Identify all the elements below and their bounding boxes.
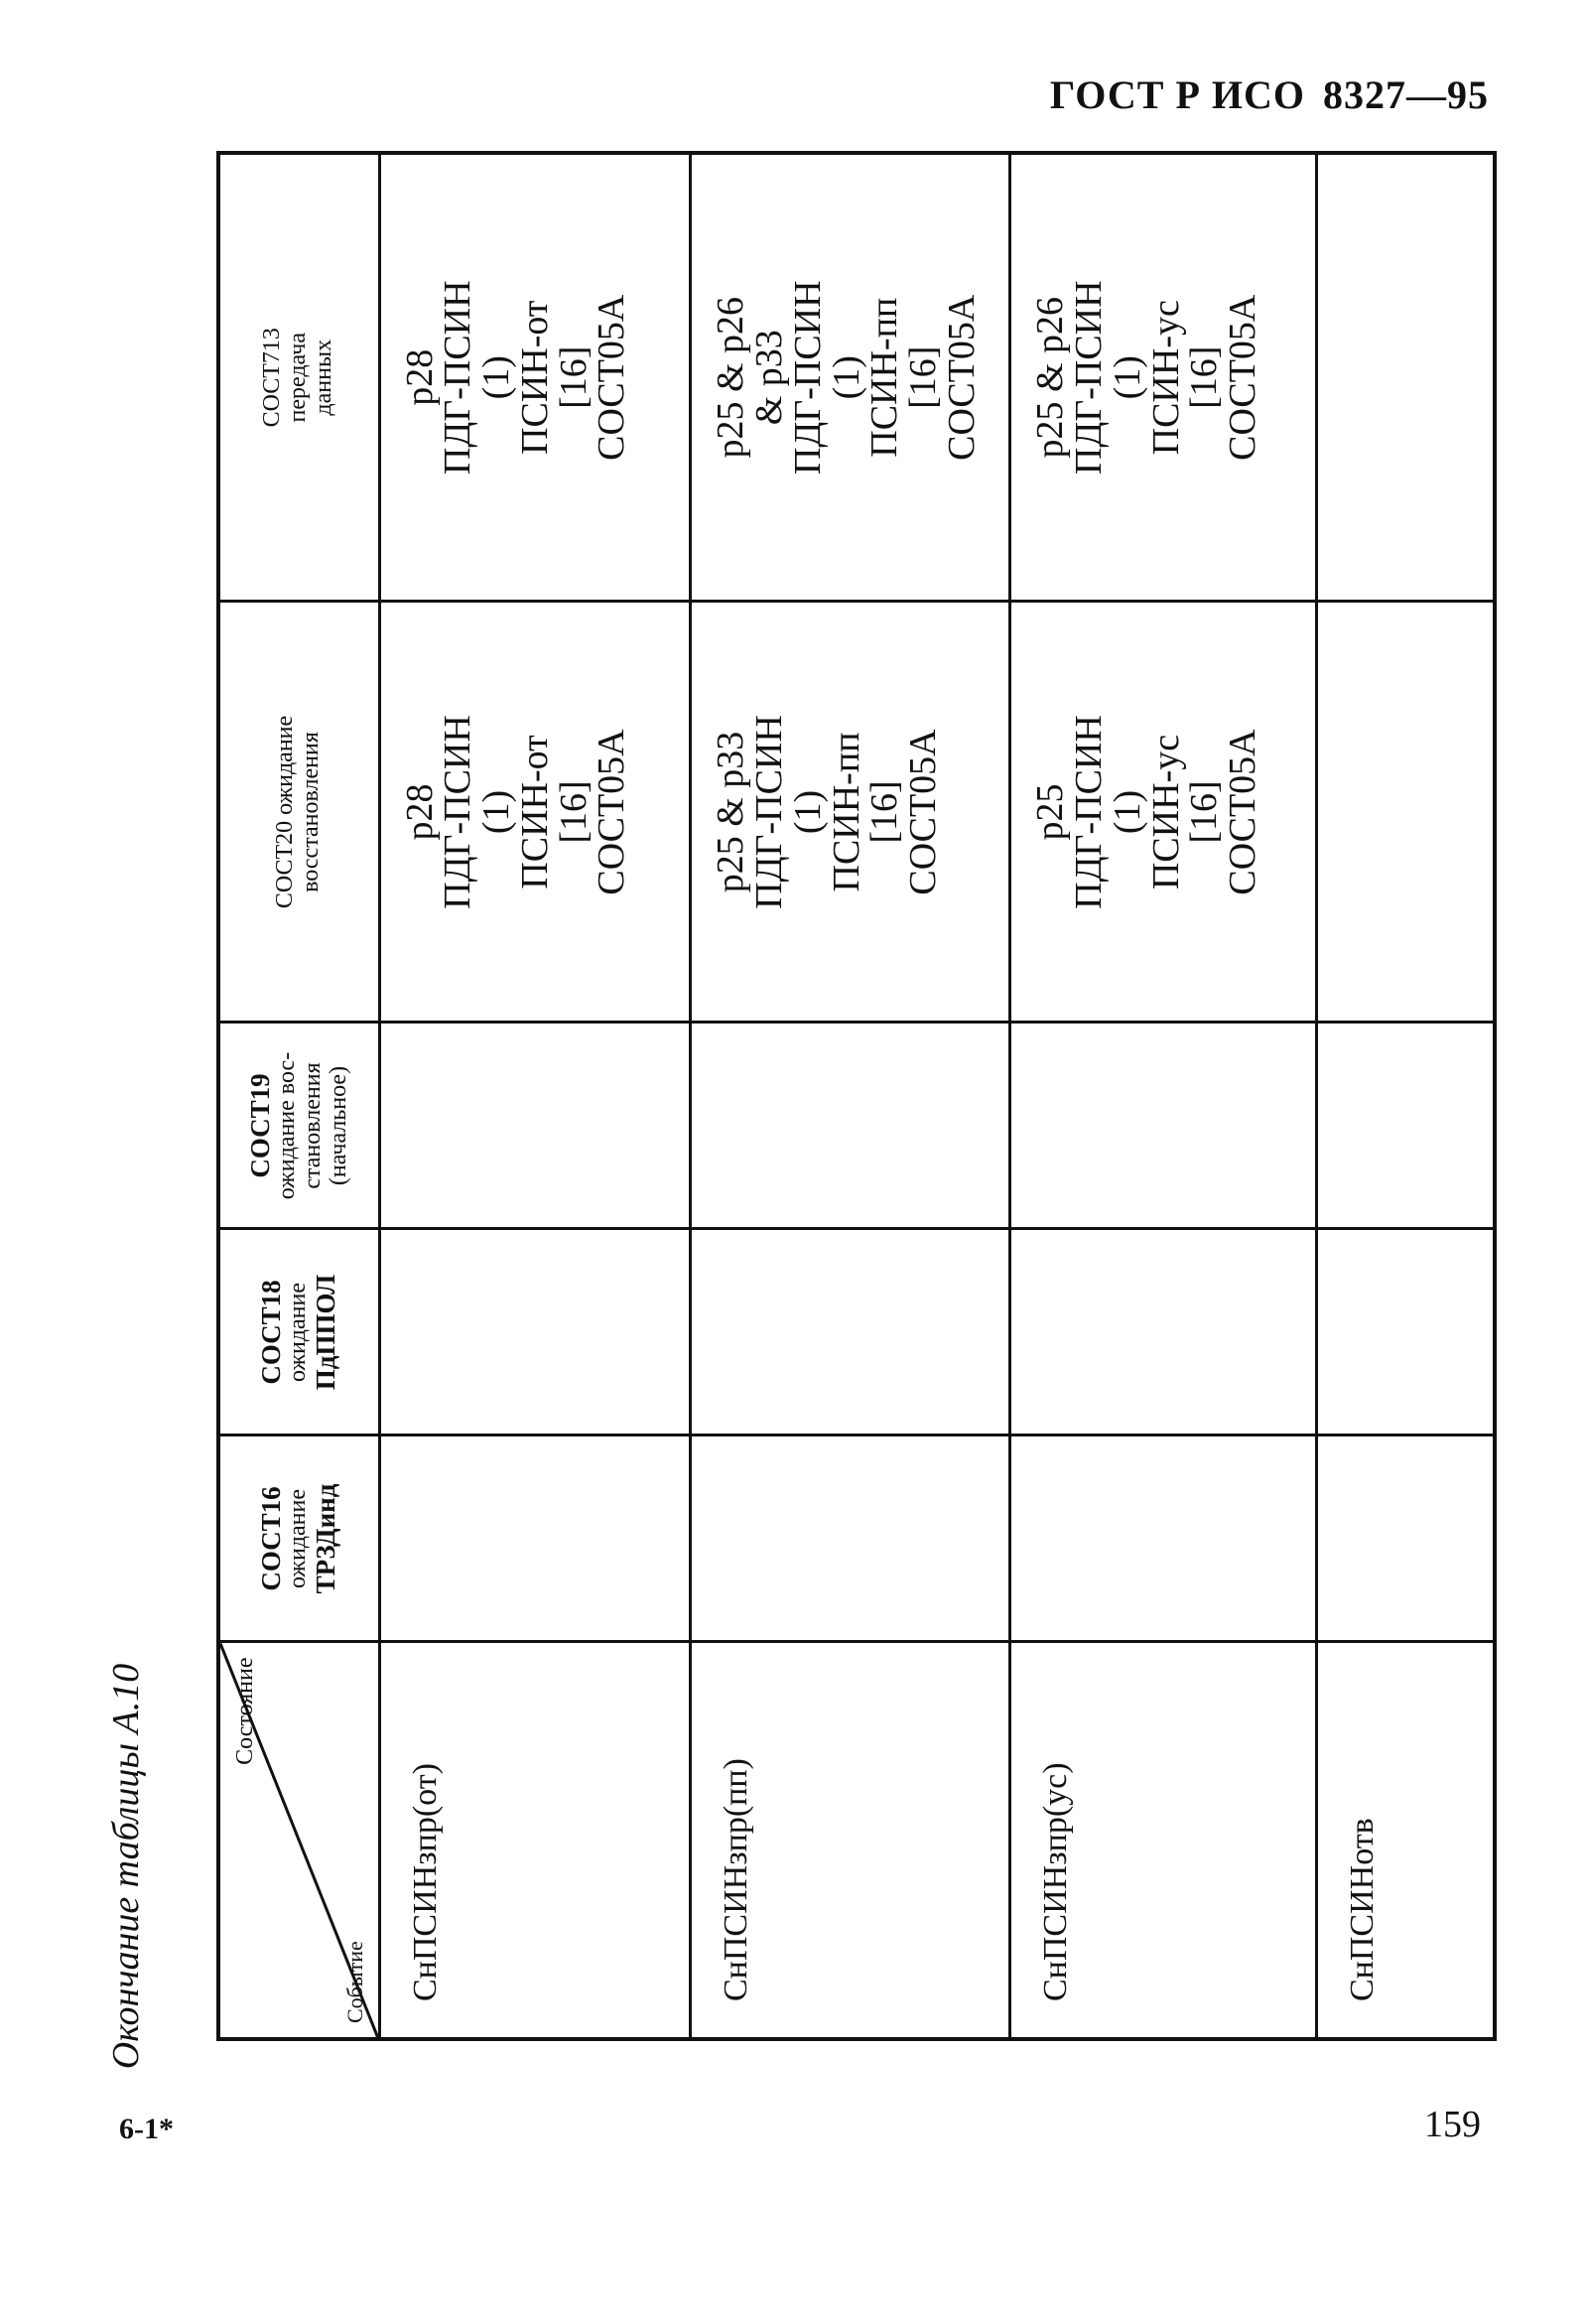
action-line: p28 [398,348,441,406]
column-line: ПдППОЛ [311,1274,341,1391]
action-line: [16] [863,780,906,844]
table-cell-action [379,602,691,1023]
column-line: ожидание вос- [273,1051,300,1200]
table-cell-empty [1317,1435,1495,1642]
action-line: ПСИН-пп [825,732,867,892]
table-cell-empty [1010,1023,1317,1229]
action-line: СОСТ05А [1222,729,1264,895]
standard-prefix: ГОСТ Р ИСО [1049,72,1305,117]
row-event-label: СнПСИНзпр(от) [379,1642,691,2039]
row-event-label: СнПСИНзпр(ус) [1010,1642,1317,2039]
action-line: СОСТ05А [591,729,633,895]
action-line: ПДГ-ПСИН [437,715,479,909]
standard-designation [1050,71,1489,118]
column-header-sost713 [218,153,379,602]
column-line: ожидание [272,715,299,815]
column-line: становления [299,1062,326,1189]
table-cell-empty [1317,1229,1495,1435]
table-cell-empty [1317,602,1495,1023]
table-cell-action [1010,602,1317,1023]
table-cell-empty [1010,1229,1317,1435]
action-line: p25 & p26 [1029,296,1072,459]
table-cell-action [1010,153,1317,602]
corner-state-label: Состояние [232,1657,258,1765]
table-cell-action [691,153,1010,602]
column-header-sost20 [218,602,379,1023]
action-line: СОСТ05А [1222,294,1264,461]
action-line: ПДГ-ПСИН [748,715,791,909]
action-line: (1) [475,789,518,835]
action-line: СОСТ05А [591,294,633,461]
column-line: (начальное) [325,1065,351,1186]
column-line: ожидание [285,1282,312,1383]
column-line: ТРЗДинд [311,1483,341,1594]
action-line: p25 & p33 [710,731,752,893]
standard-number: 8327—95 [1323,72,1489,117]
table-cell-empty [1317,153,1495,602]
corner-event-label: Событие [341,1941,367,2023]
table-cell-action [379,153,691,602]
table-caption: Окончание таблицы А.10 [105,1663,147,2070]
column-line: данных [311,339,337,416]
table-cell-empty [379,1229,691,1435]
action-line: ПСИН-ус [1144,300,1187,456]
action-line: & p33 [748,330,791,426]
sheet-mark: 6-1* [119,2113,174,2145]
table-cell-empty [379,1435,691,1642]
action-line: ПДГ-ПСИН [1068,715,1111,909]
column-code-line [273,604,299,1022]
table-cell-empty [691,1023,1010,1229]
column-header-sost18 [218,1229,379,1435]
column-line: восстановления [298,732,325,892]
rotated-table-frame [216,155,1497,2041]
state-event-table [216,151,1497,2041]
column-code: СОСТ713 [259,328,286,428]
action-line: (1) [475,355,518,400]
table-caption-container [81,1653,171,2080]
table-cell-empty [691,1435,1010,1642]
table-row [1010,153,1317,2039]
table-cell-empty [691,1229,1010,1435]
column-line: передача [285,333,312,423]
table-row [1317,153,1495,2039]
action-line: ПДГ-ПСИН [1068,280,1111,476]
row-event-label: СнПСИНзпр(пп) [691,1642,1010,2039]
table-cell-action [691,602,1010,1023]
action-line: ПДГ-ПСИН [437,280,479,476]
action-line: [16] [902,345,945,409]
action-line: p25 & p26 [710,296,752,459]
action-line: ПДГ-ПСИН [786,280,829,476]
action-line: СОСТ05А [940,294,983,461]
action-line: (1) [786,789,829,835]
table-row [379,153,691,2039]
table-cell-empty [379,1023,691,1229]
column-header-sost16 [218,1435,379,1642]
column-header-sost19 [218,1023,379,1229]
row-event-label: СнПСИНотв [1317,1642,1495,2039]
action-line: p25 [1029,783,1072,841]
action-line: (1) [1106,789,1148,835]
page-number: 159 [1424,2104,1481,2145]
action-line: [16] [1183,345,1226,409]
action-line: ПСИН-пп [863,297,906,458]
action-line: ПСИН-от [513,735,556,889]
action-line: (1) [825,355,867,400]
action-line: [16] [552,780,595,844]
table-corner-cell [218,1642,379,2039]
table-header-row [218,153,379,2039]
action-line: ПСИН-ус [1144,734,1187,890]
column-code: СОСТ20 [272,820,299,909]
action-line: [16] [1183,780,1226,844]
action-line: ПСИН-от [513,300,556,455]
table-cell-empty [1317,1023,1495,1229]
column-code: СОСТ18 [256,1280,287,1385]
action-line: СОСТ05А [902,729,945,895]
table-row [691,153,1010,2039]
column-line: ожидание [285,1488,312,1589]
action-line: p28 [398,783,441,841]
column-code: СОСТ19 [244,1073,275,1178]
table-cell-empty [1010,1435,1317,1642]
column-code: СОСТ16 [256,1486,287,1591]
action-line: (1) [1106,355,1148,400]
action-line: [16] [552,345,595,409]
